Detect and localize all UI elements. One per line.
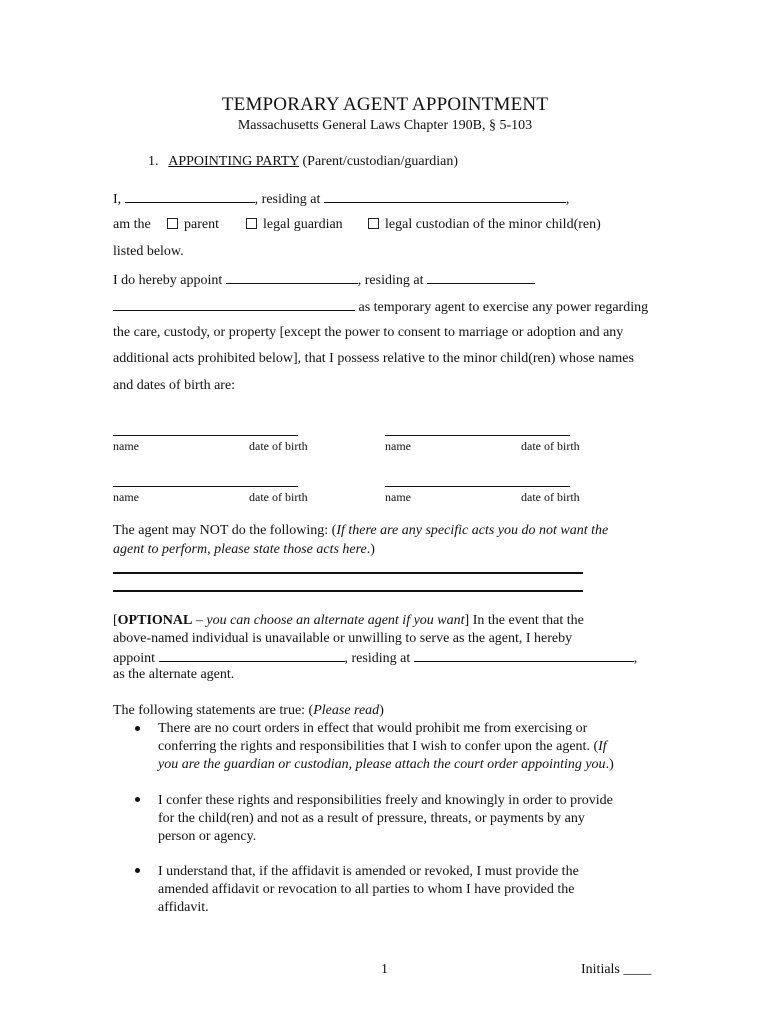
section-1-heading (148, 154, 458, 170)
i-label: I, (113, 192, 122, 207)
optional-appoint: appoint (113, 651, 155, 666)
child-1-name-label: name (113, 439, 139, 453)
bullet-3-line-1: I understand that, if the affidavit is amended or revoked, I must provide the (158, 864, 579, 879)
powers-para-line-1: the care, custody, or property [except the power to consent to marriage or adoption and any (113, 325, 624, 340)
am-the-label: am the (113, 217, 151, 232)
optional-comma: , (633, 651, 638, 666)
agent-address-field[interactable] (427, 271, 535, 284)
bullet-2-line-1: I confer these rights and responsibilities freely and knowingly in order to provide (158, 793, 613, 808)
bullet-1-text-2: conferring the rights and responsibilities that I wish to confer upon the agent. ( (158, 739, 599, 754)
alternate-agent-name-field[interactable] (159, 649, 345, 662)
bullet-2-line-3: person or agency. (158, 829, 257, 844)
child-3-field[interactable] (113, 486, 298, 487)
residing-label: , residing at (254, 192, 321, 207)
document-title: TEMPORARY AGENT APPOINTMENT (221, 94, 549, 115)
bullet-1-icon (135, 726, 140, 731)
powers-para-line-3: and dates of birth are: (113, 378, 236, 393)
optional-line-1 (113, 613, 584, 629)
child-1-field[interactable] (113, 435, 298, 436)
comma: , (565, 192, 570, 207)
legal-guardian-label: legal guardian (263, 217, 343, 232)
prohibited-close: .) (366, 542, 375, 557)
prohibited-intro: The agent may NOT do the following: ( (113, 523, 337, 538)
bullet-1-line-1: There are no court orders in effect that would prohibit me from exercising or (158, 721, 588, 736)
parent-checkbox[interactable] (167, 218, 178, 229)
child-3-name-label: name (113, 490, 139, 504)
parent-label: parent (184, 217, 219, 232)
optional-note: you can choose an alternate agent if you want (206, 613, 465, 628)
appointing-name-field[interactable] (125, 190, 255, 203)
appoint-label: I do hereby appoint (113, 273, 223, 288)
page-number: 1 (381, 962, 388, 977)
listed-below: listed below. (113, 244, 184, 259)
optional-residing: , residing at (344, 651, 411, 666)
child-4-field[interactable] (385, 486, 570, 487)
initials-field[interactable]: Initials ____ (581, 962, 652, 977)
agent-text: as temporary agent to exercise any power regarding (358, 300, 649, 315)
bullet-3-line-3: affidavit. (158, 900, 209, 915)
optional-rest: ] In the event that the (464, 613, 584, 628)
statements-close: ) (379, 703, 384, 718)
legal-guardian-checkbox[interactable] (246, 218, 257, 229)
agent-line (113, 298, 648, 316)
legal-custodian-label: legal custodian of the minor child(ren) (385, 217, 601, 232)
option-parent[interactable] (167, 217, 219, 233)
section-heading-note: (Parent/custodian/guardian) (302, 154, 459, 169)
optional-dash: – (192, 613, 207, 628)
prohibited-line-2 (113, 542, 375, 558)
optional-bracket: [ (113, 613, 118, 628)
child-2-field[interactable] (385, 435, 570, 436)
section-number: 1. (148, 154, 159, 169)
relationship-line (113, 217, 151, 233)
child-4-dob-label: date of birth (521, 490, 580, 504)
prohibited-field-2[interactable] (113, 590, 583, 592)
appoint-line (113, 271, 535, 289)
prohibited-instruction-1: If there are any specific acts you do not want the (336, 523, 609, 538)
statements-intro-text: The following statements are true: ( (113, 703, 314, 718)
bullet-1-line-3 (158, 757, 614, 773)
bullet-2-icon (135, 797, 140, 802)
prohibited-instruction-2: agent to perform, please state those acts here (113, 542, 367, 557)
alternate-agent-address-field[interactable] (414, 649, 634, 662)
bullet-3-icon (135, 868, 140, 873)
option-legal-guardian[interactable] (246, 217, 343, 233)
child-4-name-label: name (385, 490, 411, 504)
bullet-2-line-2: for the child(ren) and not as a result of pressure, threats, or payments by any (158, 811, 585, 826)
powers-para-line-2: additional acts prohibited below], that I possess relative to the minor child(ren) whose names (113, 351, 634, 366)
statements-intro (113, 703, 384, 719)
legal-custodian-checkbox[interactable] (368, 218, 379, 229)
child-2-name-label: name (385, 439, 411, 453)
bullet-1-italic-2: you are the guardian or custodian, please attach the court order appointing you (158, 757, 606, 772)
please-read: Please read (313, 703, 380, 718)
appointing-line (113, 190, 569, 208)
bullet-1-italic-1: If (598, 739, 607, 754)
prohibited-field-1[interactable] (113, 572, 583, 574)
optional-line-3 (113, 649, 637, 667)
bullet-3-line-2: amended affidavit or revocation to all parties to whom I have provided the (158, 882, 575, 897)
optional-label: OPTIONAL (117, 613, 193, 628)
section-heading: APPOINTING PARTY (168, 154, 299, 169)
appointing-address-field[interactable] (324, 190, 566, 203)
child-3-dob-label: date of birth (249, 490, 308, 504)
agent-address-field-2[interactable] (113, 298, 355, 311)
document-subtitle: Massachusetts General Laws Chapter 190B, § 5-103 (237, 118, 533, 133)
bullet-1-line-2 (158, 739, 607, 755)
child-1-dob-label: date of birth (249, 439, 308, 453)
bullet-1-close: .) (605, 757, 614, 772)
option-legal-custodian[interactable] (368, 217, 601, 233)
agent-name-field[interactable] (226, 271, 358, 284)
child-2-dob-label: date of birth (521, 439, 580, 453)
optional-line-2: above-named individual is unavailable or unwilling to serve as the agent, I hereby (113, 631, 573, 646)
residing-label-2: , residing at (357, 273, 424, 288)
prohibited-line-1 (113, 523, 608, 539)
optional-alternate: as the alternate agent. (113, 667, 235, 682)
